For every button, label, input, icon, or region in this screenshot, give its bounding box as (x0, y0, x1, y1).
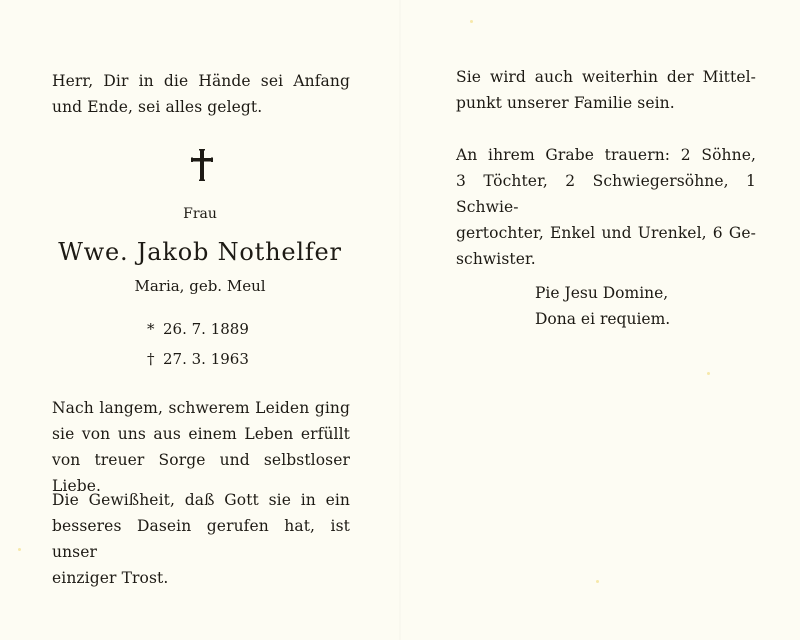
birth-date-line (147, 320, 249, 338)
paper-speck (596, 580, 599, 583)
paper-speck (470, 20, 473, 23)
intro-line: und Ende, sei alles gelegt. (52, 98, 263, 116)
paper-speck (18, 548, 21, 551)
family-center-paragraph (456, 64, 756, 116)
intro-verse (52, 68, 350, 120)
suffering-paragraph (52, 395, 350, 499)
paragraph-line: 3 Töchter, 2 Schwiegersöhne, 1 Schwie- (456, 172, 756, 216)
prayer (535, 280, 735, 332)
paragraph-line: gertochter, Enkel und Urenkel, 6 Ge- (456, 224, 756, 242)
paragraph-line: von treuer Sorge und selbstloser Liebe. (52, 451, 350, 495)
deceased-maiden-name: Maria, geb. Meul (134, 277, 266, 295)
deceased-title: Frau (183, 206, 217, 222)
paragraph-line: Nach langem, schwerem Leiden ging (52, 399, 350, 417)
paper-speck (707, 372, 710, 375)
birth-date: 26. 7. 1889 (163, 320, 249, 338)
paragraph-line: besseres Dasein gerufen hat, ist unser (52, 517, 350, 561)
paragraph-line: An ihrem Grabe trauern: 2 Söhne, (456, 146, 756, 164)
paragraph-line: sie von uns aus einem Leben erfüllt (52, 425, 350, 443)
right-page (400, 0, 800, 640)
paragraph-line: Sie wird auch weiterhin der Mittel- (456, 68, 756, 86)
birth-star-icon: * (147, 320, 155, 338)
paragraph-line: punkt unserer Familie sein. (456, 94, 675, 112)
prayer-line: Pie Jesu Domine, (535, 284, 669, 302)
death-date-line (147, 350, 249, 368)
paragraph-line: schwister. (456, 250, 536, 268)
prayer-line: Dona ei requiem. (535, 310, 671, 328)
paragraph-line: einziger Trost. (52, 569, 169, 587)
death-date: 27. 3. 1963 (163, 350, 249, 368)
paragraph-line: Die Gewißheit, daß Gott sie in ein (52, 491, 350, 509)
mourners-paragraph (456, 142, 756, 272)
deceased-name: Wwe. Jakob Nothelfer (58, 238, 342, 266)
certainty-paragraph (52, 487, 350, 591)
death-dagger-icon: † (147, 350, 155, 368)
cross-icon (188, 148, 216, 182)
intro-line: Herr, Dir in die Hände sei Anfang (52, 72, 350, 90)
